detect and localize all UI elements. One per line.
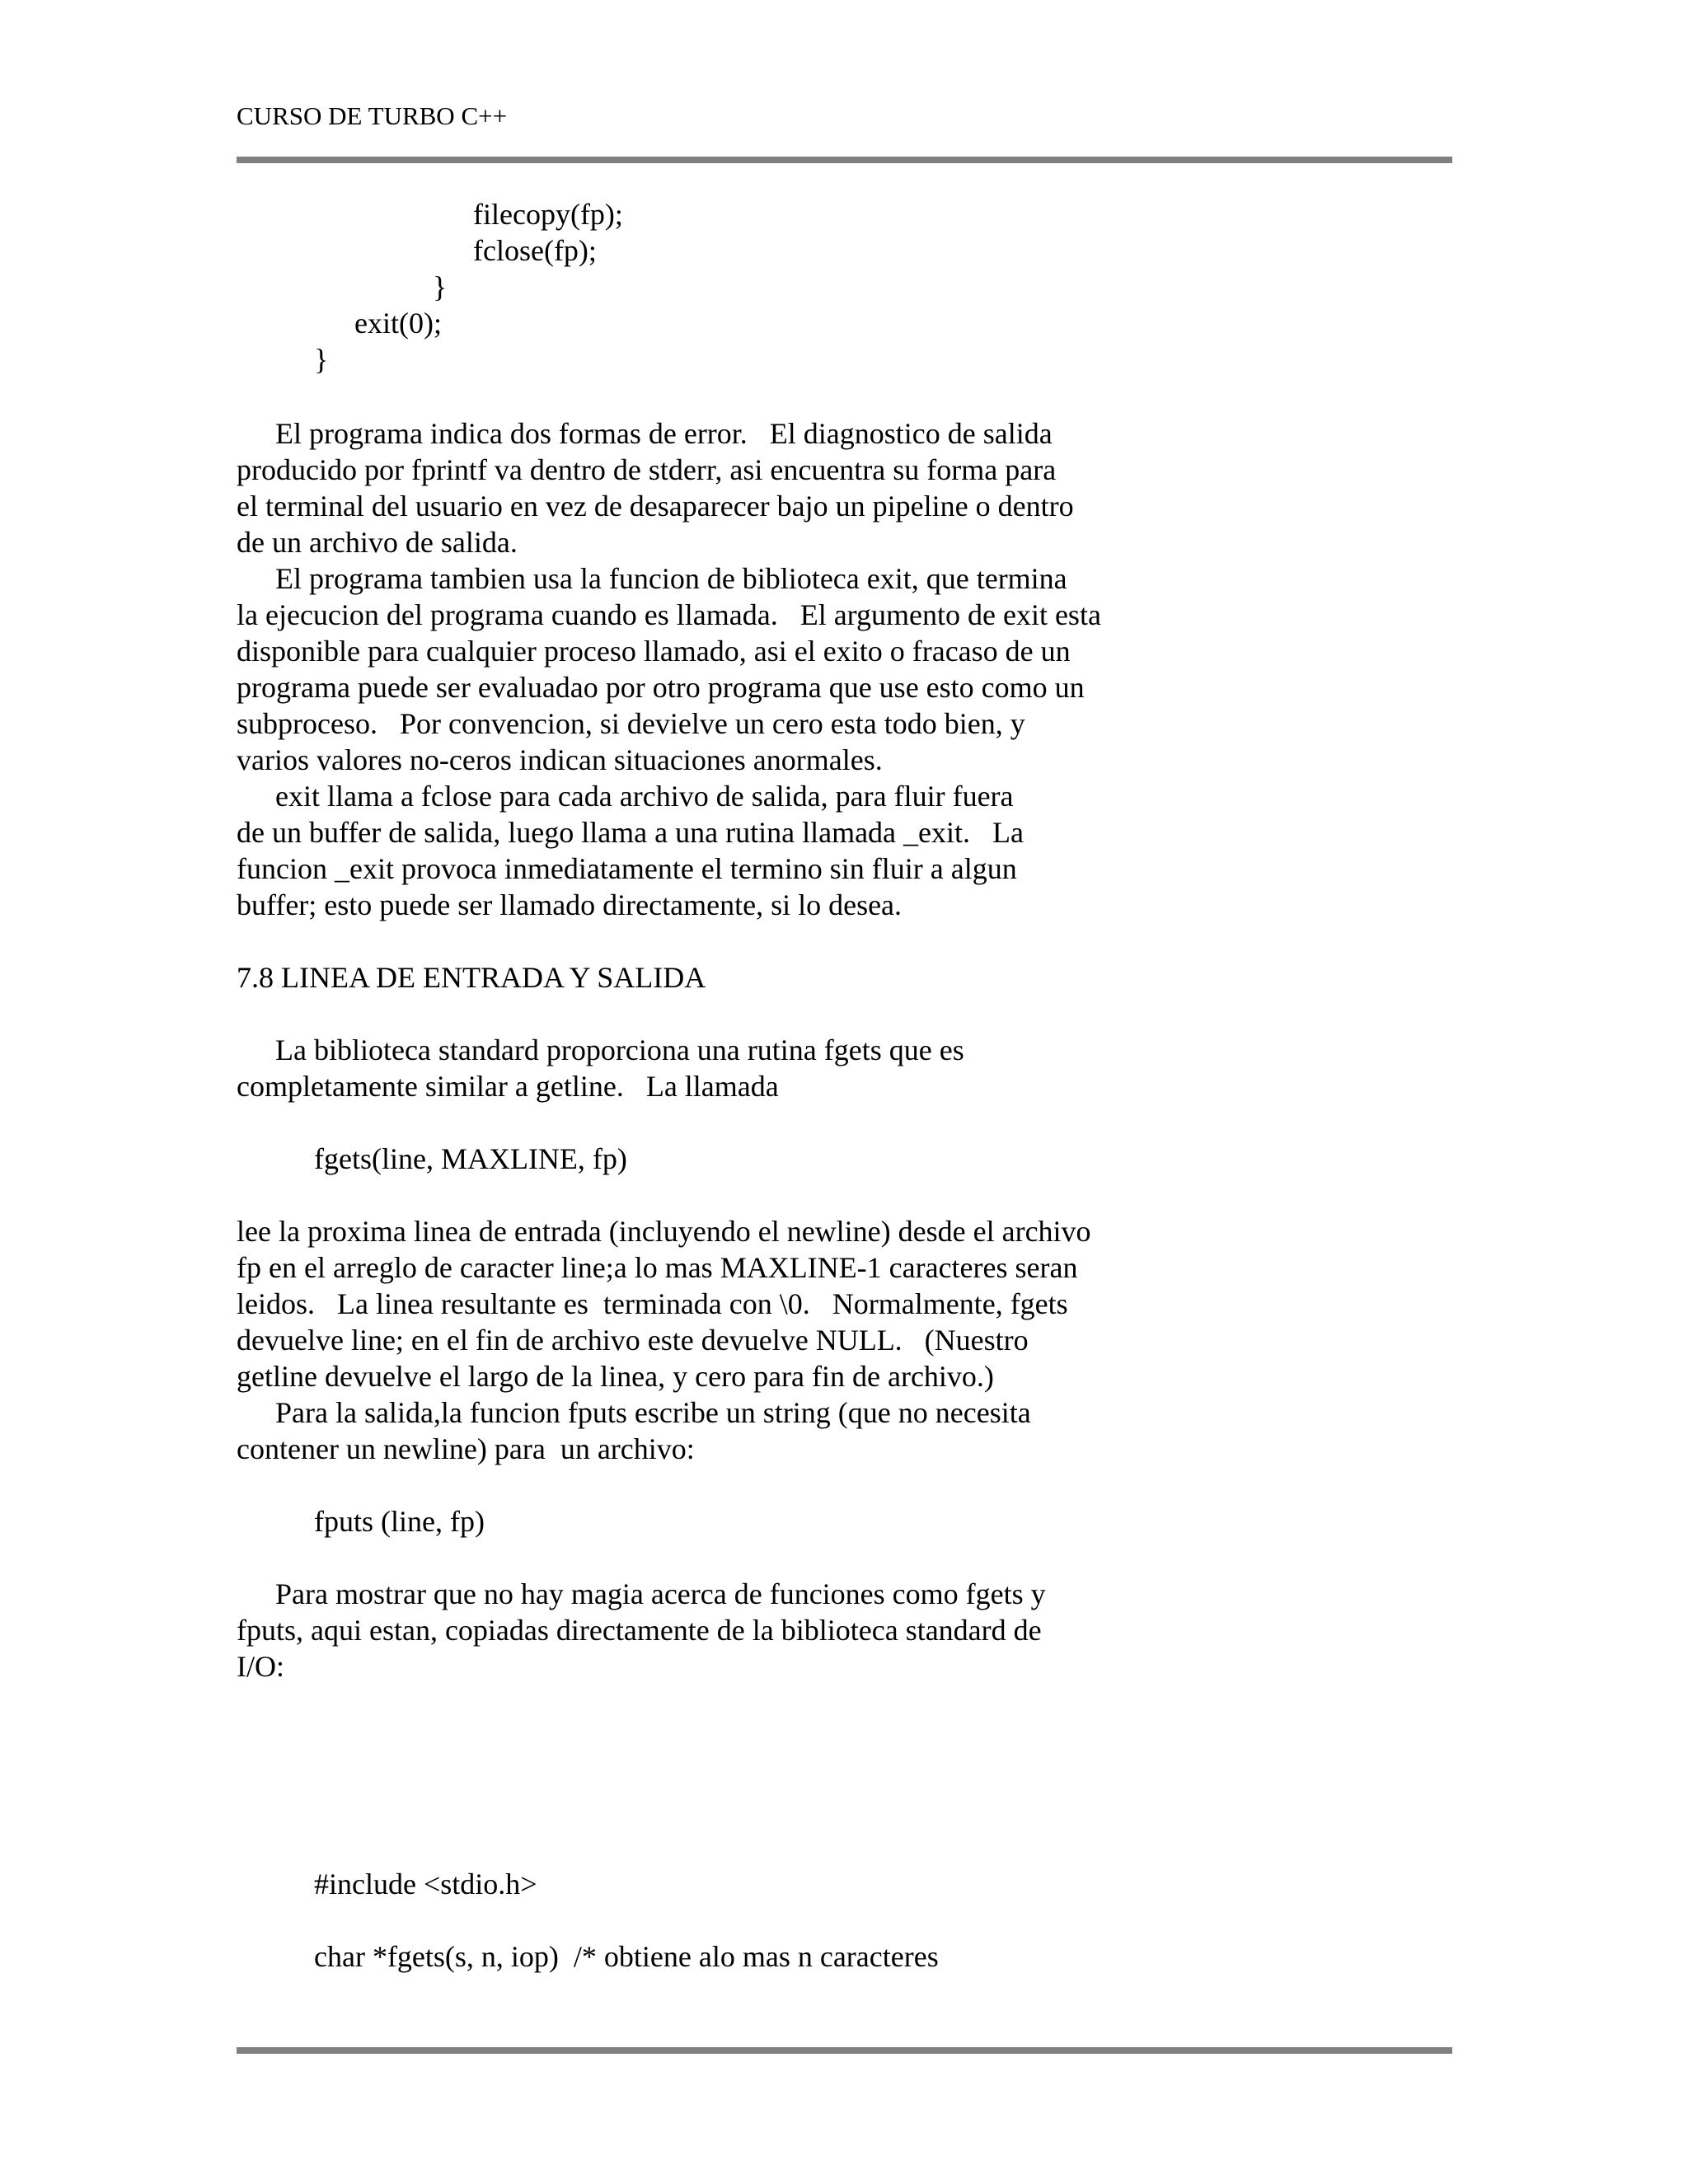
paragraph-line: lee la proxima linea de entrada (incluyendo el newline) desde el archivo xyxy=(237,1215,1091,1248)
paragraph-line: El programa indica dos formas de error. El diagnostico de salida xyxy=(275,417,1053,450)
code-line: fgets(line, MAXLINE, fp) xyxy=(314,1142,627,1175)
paragraph-line: disponible para cualquier proceso llamado, asi el exito o fracaso de un xyxy=(237,635,1071,668)
paragraph-line: fputs, aqui estan, copiadas directamente de la biblioteca standard de xyxy=(237,1614,1042,1647)
footer-rule xyxy=(237,2047,1452,2054)
paragraph-line: buffer; esto puede ser llamado directamente, si lo desea. xyxy=(237,888,903,921)
paragraph-line: Para mostrar que no hay magia acerca de funciones como fgets y xyxy=(275,1577,1046,1610)
code-line: } xyxy=(314,343,329,376)
paragraph-line: varios valores no-ceros indican situaciones anormales. xyxy=(237,743,883,776)
header-rule xyxy=(237,157,1452,163)
paragraph-line: fp en el arreglo de caracter line;a lo mas MAXLINE-1 caracteres seran xyxy=(237,1251,1078,1284)
paragraph-line: Para la salida,la funcion fputs escribe un string (que no necesita xyxy=(275,1396,1031,1429)
paragraph-line: contener un newline) para un archivo: xyxy=(237,1432,695,1465)
paragraph-line: la ejecucion del programa cuando es llamada. El argumento de exit esta xyxy=(237,598,1101,631)
paragraph-line: devuelve line; en el fin de archivo este devuelve NULL. (Nuestro xyxy=(237,1324,1029,1357)
paragraph-line: I/O: xyxy=(237,1650,284,1683)
code-line: filecopy(fp); xyxy=(473,198,623,231)
page-header-title: CURSO DE TURBO C++ xyxy=(237,101,508,130)
paragraph-line: leidos. La linea resultante es terminada con \0. Normalmente, fgets xyxy=(237,1287,1068,1320)
code-line: #include <stdio.h> xyxy=(314,1868,537,1900)
paragraph-line: el terminal del usuario en vez de desaparecer bajo un pipeline o dentro xyxy=(237,490,1074,523)
code-line: } xyxy=(433,270,448,303)
paragraph-line: La biblioteca standard proporciona una rutina fgets que es xyxy=(275,1033,964,1066)
paragraph-line: exit llama a fclose para cada archivo de salida, para fluir fuera xyxy=(275,780,1014,813)
paragraph-line: de un buffer de salida, luego llama a una rutina llamada _exit. La xyxy=(237,816,1024,849)
paragraph-line: completamente similar a getline. La llamada xyxy=(237,1070,779,1103)
code-line: exit(0); xyxy=(354,307,442,340)
paragraph-line: subproceso. Por convencion, si devielve un cero esta todo bien, y xyxy=(237,707,1025,740)
code-line: char *fgets(s, n, iop) /* obtiene alo mas n caracteres xyxy=(314,1940,939,1973)
paragraph-line: El programa tambien usa la funcion de biblioteca exit, que termina xyxy=(275,562,1067,595)
section-heading: 7.8 LINEA DE ENTRADA Y SALIDA xyxy=(237,961,706,994)
code-line: fclose(fp); xyxy=(473,234,597,267)
paragraph-line: de un archivo de salida. xyxy=(237,526,518,559)
paragraph-line: programa puede ser evaluadao por otro programa que use esto como un xyxy=(237,671,1085,704)
paragraph-line: getline devuelve el largo de la linea, y cero para fin de archivo.) xyxy=(237,1360,994,1393)
paragraph-line: funcion _exit provoca inmediatamente el termino sin fluir a algun xyxy=(237,852,1017,885)
paragraph-line: producido por fprintf va dentro de stderr, asi encuentra su forma para xyxy=(237,453,1057,486)
code-line: fputs (line, fp) xyxy=(314,1505,485,1538)
